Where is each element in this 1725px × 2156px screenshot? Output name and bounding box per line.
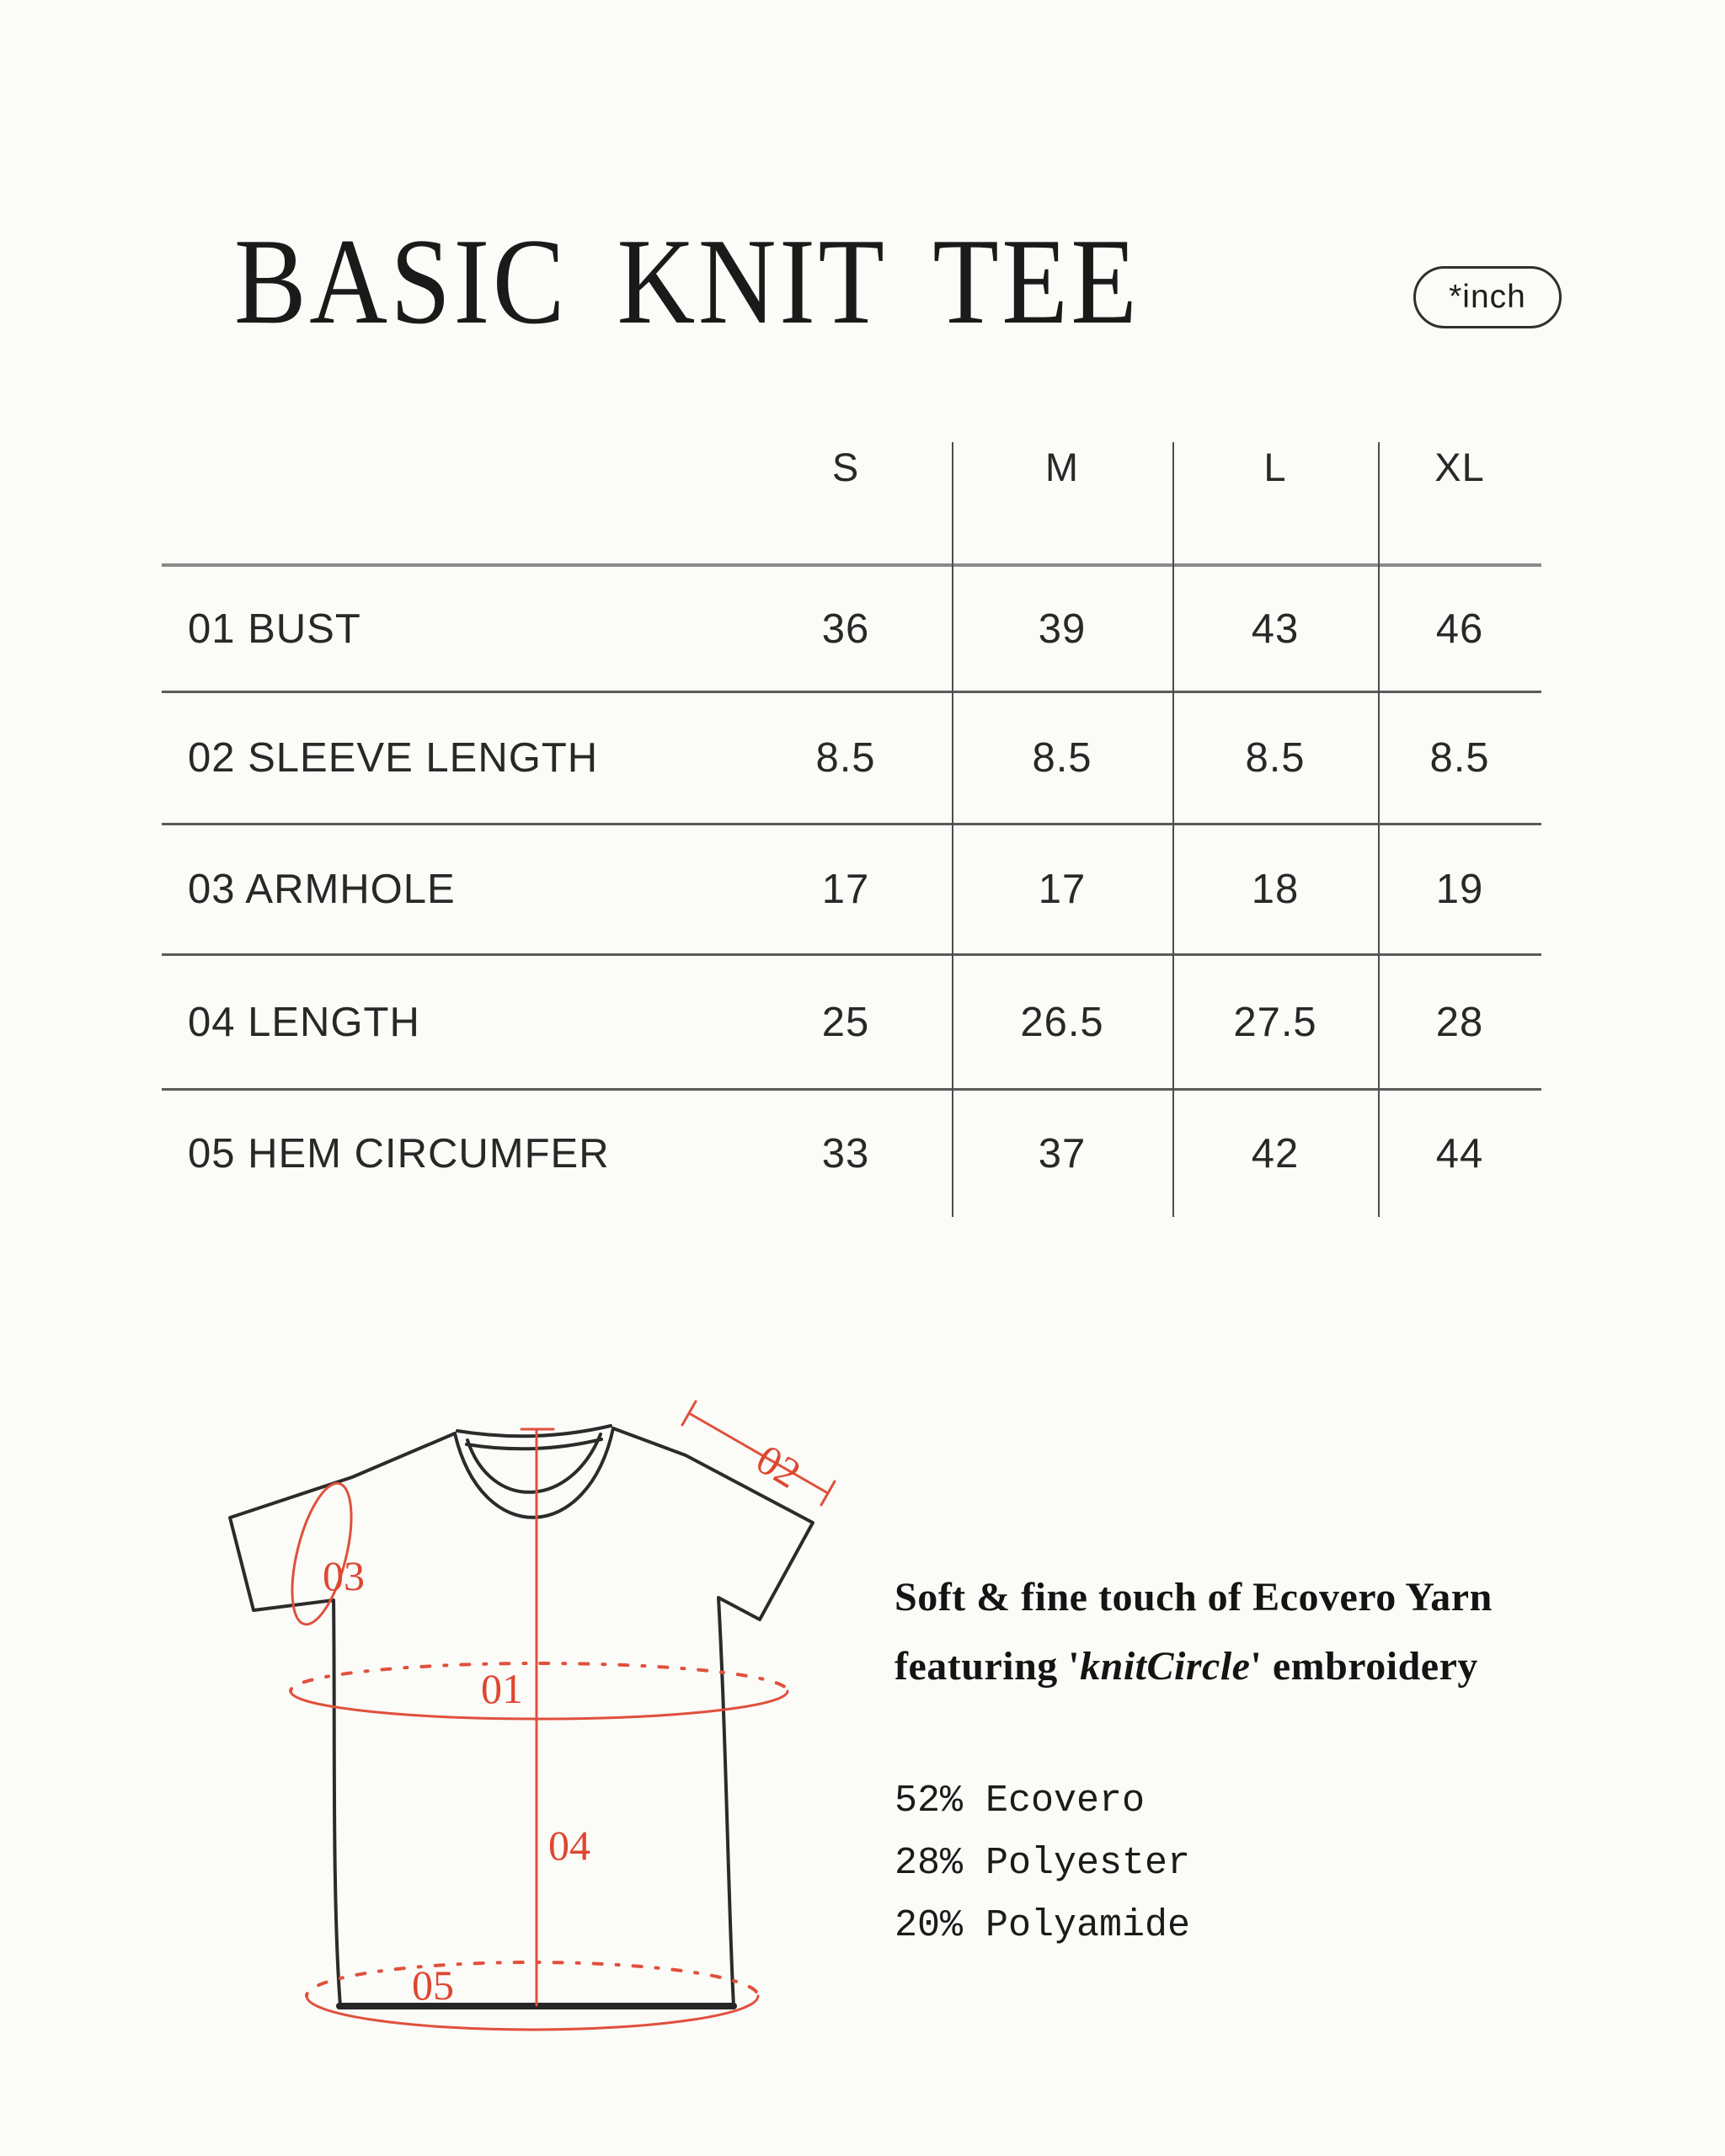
- composition-item: 52% Ecovero: [895, 1780, 1146, 1822]
- table-cell: 37: [1038, 1131, 1087, 1177]
- row-label-bust: 01 BUST: [162, 567, 740, 693]
- table-cell: 8.5: [1172, 693, 1378, 825]
- table-column-separator: [1172, 442, 1174, 1217]
- sleeve-measure-mark: [682, 1401, 835, 1505]
- column-header-s: S: [740, 371, 952, 567]
- fabric-composition-list: [895, 1770, 1619, 1957]
- length-measure-label: 04: [548, 1822, 590, 1869]
- headline-line-2: featuring 'knitCircle' embroidery: [895, 1644, 1478, 1689]
- composition-item: 28% Polyester: [895, 1842, 1191, 1885]
- table-cell: 43: [1172, 567, 1378, 693]
- row-label-sleeve-length: 02 SLEEVE LENGTH: [162, 693, 740, 825]
- table-cell: 26.5: [952, 956, 1172, 1091]
- size-table-corner: [162, 371, 740, 567]
- row-label-armhole: 03 ARMHOLE: [162, 825, 740, 956]
- table-cell: 39: [952, 567, 1172, 693]
- hem-measure-label: 05: [412, 1961, 454, 2009]
- tshirt-measurement-diagram: [101, 1381, 910, 2055]
- table-cell: 25: [740, 956, 952, 1091]
- table-cell: 44: [1435, 1131, 1484, 1177]
- row-label-hem-circumference: 05 HEM CIRCUMFER: [188, 1131, 610, 1177]
- table-cell: 33: [821, 1131, 870, 1177]
- brand-name-italic: knitCircle: [1080, 1644, 1251, 1689]
- column-header-m: M: [952, 371, 1172, 567]
- table-cell: 8.5: [952, 693, 1172, 825]
- table-cell: 19: [1378, 825, 1541, 956]
- sleeve-measure-label: 02: [748, 1434, 809, 1497]
- armhole-measure-label: 03: [323, 1552, 365, 1599]
- column-header-xl: XL: [1378, 371, 1541, 567]
- composition-item: 20% Polyamide: [895, 1904, 1191, 1947]
- description-headline: [895, 1563, 1619, 1701]
- table-cell: 27.5: [1172, 956, 1378, 1091]
- table-cell: 8.5: [740, 693, 952, 825]
- table-cell: 18: [1172, 825, 1378, 956]
- headline-line-1: Soft & fine touch of Ecovero Yarn: [895, 1575, 1493, 1620]
- table-cell: 46: [1378, 567, 1541, 693]
- unit-badge-label: *inch: [1449, 279, 1526, 315]
- column-header-l: L: [1172, 371, 1378, 567]
- product-description: [895, 1563, 1619, 1957]
- unit-badge: [1413, 266, 1562, 328]
- table-cell: 28: [1378, 956, 1541, 1091]
- bust-measure-label: 01: [481, 1665, 523, 1712]
- row-label-length: 04 LENGTH: [162, 956, 740, 1091]
- table-column-separator: [952, 442, 953, 1217]
- bust-measure-mark: [291, 1663, 788, 1719]
- table-cell: 42: [1251, 1131, 1300, 1177]
- table-cell: 8.5: [1378, 693, 1541, 825]
- table-cell: 36: [740, 567, 952, 693]
- size-table: [162, 371, 1541, 1217]
- table-column-separator: [1378, 442, 1380, 1217]
- table-cell: 17: [740, 825, 952, 956]
- tshirt-outline-drawing: [230, 1426, 813, 2006]
- page-title: BASIC KNIT TEE: [234, 213, 1140, 350]
- table-cell: 17: [952, 825, 1172, 956]
- tshirt-diagram-svg: [101, 1381, 910, 2055]
- hem-measure-mark: [307, 1962, 758, 2030]
